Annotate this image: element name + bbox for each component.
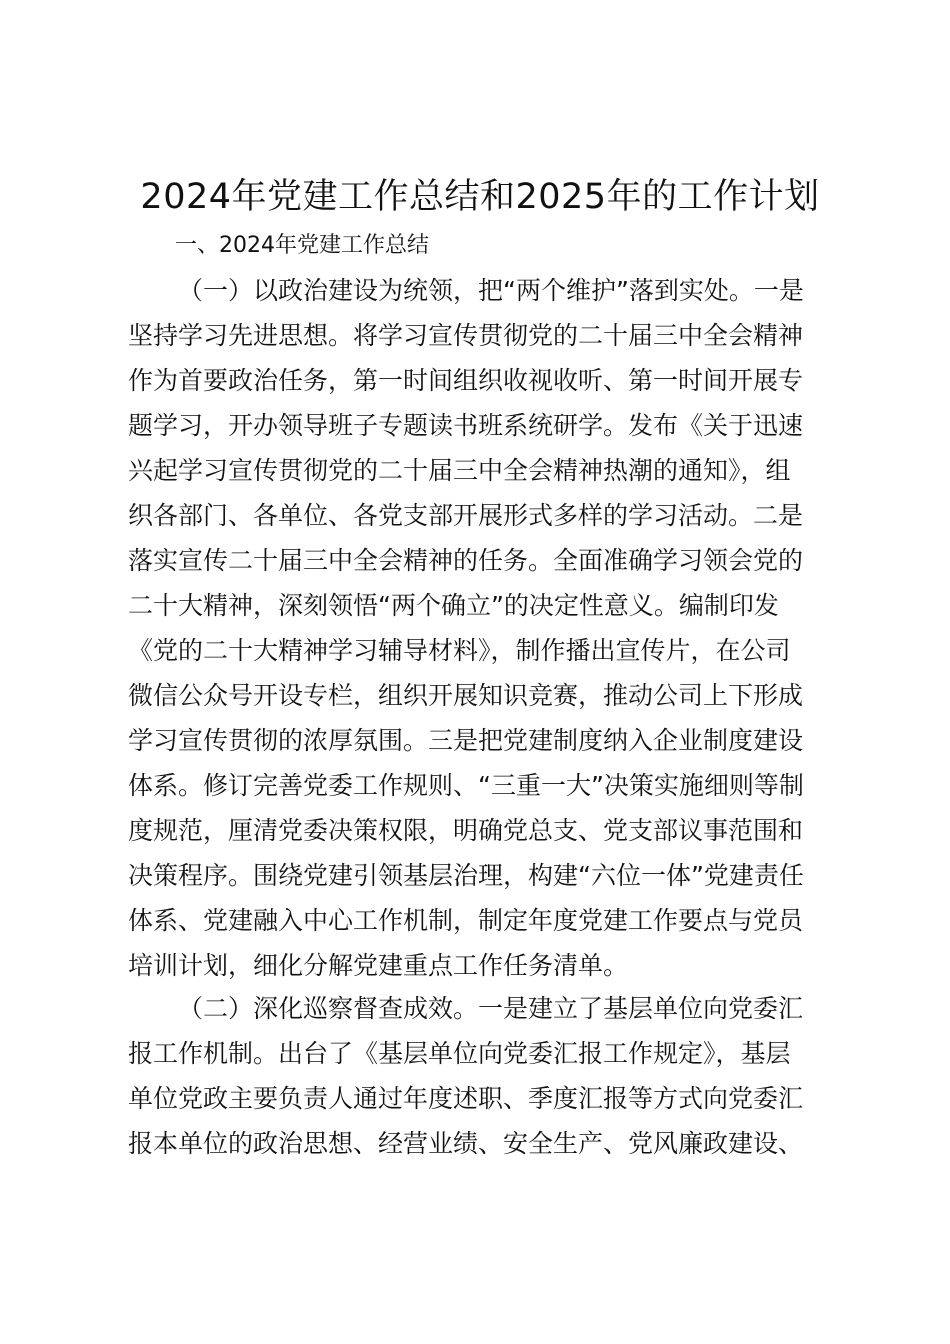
paragraph-line: （二）深化巡察督查成效。一是建立了基层单位向党委汇 <box>178 994 804 1023</box>
paragraph-line: 体系、党建融入中心工作机制，制定年度党建工作要点与党员 <box>128 906 804 935</box>
paragraph-line: （一）以政治建设为统领，把“两个维护”落到实处。一是 <box>178 276 804 305</box>
paragraph-line: 兴起学习宣传贯彻党的二十届三中全会精神热潮的通知》，组 <box>128 456 791 485</box>
paragraph-line: 度规范，厘清党委决策权限，明确党总支、党支部议事范围和 <box>128 816 804 845</box>
paragraph-2 <box>128 986 828 1166</box>
paragraph-line: 报本单位的政治思想、经营业绩、安全生产、党风廉政建设、 <box>128 1129 804 1158</box>
paragraph-1 <box>128 268 828 988</box>
paragraph-line: 决策程序。围绕党建引领基层治理，构建“六位一体”党建责任 <box>128 861 804 890</box>
paragraph-line: 坚持学习先进思想。将学习宣传贯彻党的二十届三中全会精神 <box>128 321 804 350</box>
paragraph-line: 落实宣传二十届三中全会精神的任务。全面准确学习领会党的 <box>128 546 804 575</box>
paragraph-line: 二十大精神，深刻领悟“两个确立”的决定性意义。编制印发 <box>128 591 779 620</box>
paragraph-line: 学习宣传贯彻的浓厚氛围。三是把党建制度纳入企业制度建设 <box>128 726 804 755</box>
paragraph-line: 报工作机制。出台了《基层单位向党委汇报工作规定》，基层 <box>128 1039 791 1068</box>
paragraph-line: 单位党政主要负责人通过年度述职、季度汇报等方式向党委汇 <box>128 1084 804 1113</box>
paragraph-line: 作为首要政治任务，第一时间组织收视收听、第一时间开展专 <box>128 366 804 395</box>
paragraph-line: 培训计划，细化分解党建重点工作任务清单。 <box>128 951 629 980</box>
paragraph-line: 体系。修订完善党委工作规则、“三重一大”决策实施细则等制 <box>128 771 804 800</box>
section-heading: 一、2024年党建工作总结 <box>175 233 429 258</box>
paragraph-line: 《党的二十大精神学习辅导材料》，制作播出宣传片，在公司 <box>128 636 791 665</box>
paragraph-line: 微信公众号开设专栏，组织开展知识竞赛，推动公司上下形成 <box>128 681 804 710</box>
paragraph-line: 织各部门、各单位、各党支部开展形式多样的学习活动。二是 <box>128 501 804 530</box>
paragraph-line: 题学习，开办领导班子专题读书班系统研学。发布《关于迅速 <box>128 411 804 440</box>
document-title: 2024年党建工作总结和2025年的工作计划 <box>140 177 820 217</box>
